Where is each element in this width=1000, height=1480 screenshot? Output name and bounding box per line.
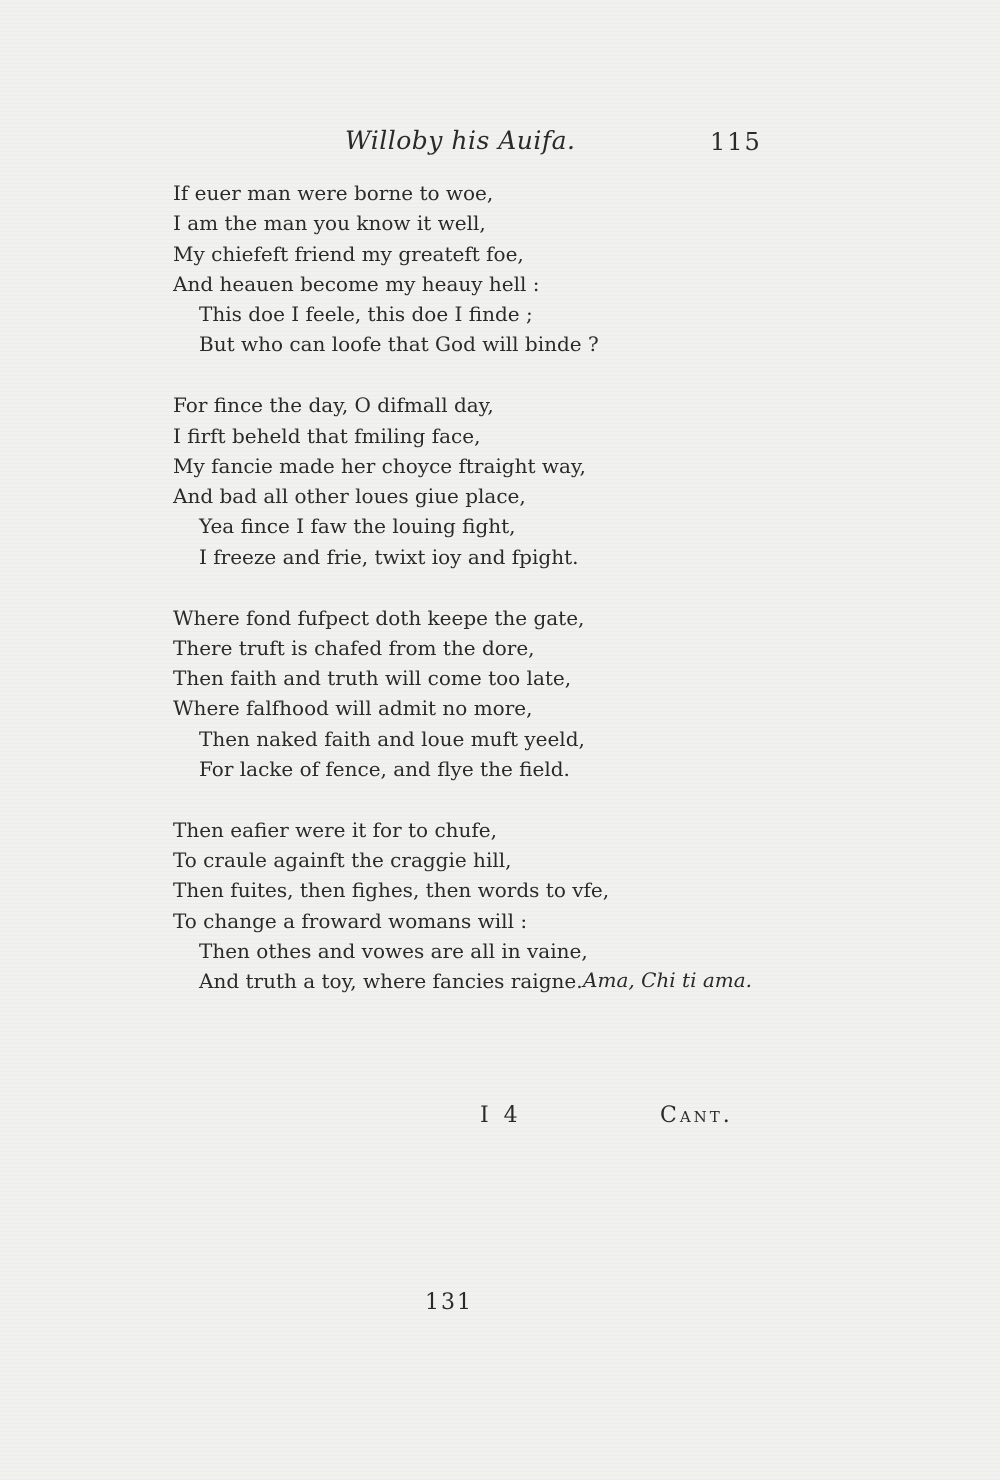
verse-line: Then eafier were it for to chufe,: [173, 817, 498, 842]
verse-line: Then othes and vowes are all in vaine,: [199, 939, 588, 964]
page-number: 115: [710, 128, 762, 156]
verse-line: I am the man you know it well,: [173, 211, 486, 236]
verse-line: To craule againft the craggie hill,: [173, 848, 512, 873]
motto: Ama, Chi ti ama.: [583, 968, 752, 992]
folio-number: 131: [425, 1290, 473, 1315]
verse-line: My fancie made her choyce ftraight way,: [173, 453, 586, 478]
verse-line: Yea fince I faw the louing fight,: [199, 514, 516, 539]
verse-line: But who can loofe that God will binde ?: [199, 332, 599, 357]
stanza: [173, 178, 773, 360]
verse-line: Where falfhood will admit no more,: [173, 696, 533, 721]
verse-line: My chiefeft friend my greateft foe,: [173, 241, 524, 266]
verse-line: I freeze and frie, twixt ioy and fpight.: [199, 544, 579, 569]
verse-line: For lacke of fence, and flye the field.: [199, 757, 570, 782]
verse-line: And bad all other loues giue place,: [173, 484, 526, 509]
verse-line: If euer man were borne to woe,: [173, 181, 494, 205]
stanza: [173, 390, 773, 572]
verse-line: Where fond fufpect doth keepe the gate,: [173, 605, 585, 630]
running-title: Willoby his Auifa.: [345, 126, 576, 155]
signature-mark: I 4: [480, 1103, 522, 1128]
verse-line: Then fuites, then fighes, then words to vfe,: [173, 878, 610, 903]
poem: [173, 178, 773, 1027]
verse-line: For fince the day, O difmall day,: [173, 393, 494, 418]
verse-line: Then naked faith and loue muft yeeld,: [199, 726, 585, 751]
verse-line: There truft is chafed from the dore,: [173, 635, 535, 660]
stanza: [173, 603, 773, 785]
catchword: Cant.: [660, 1103, 733, 1128]
verse-line: And heauen become my heauy hell :: [173, 271, 540, 296]
verse-line: And truth a toy, where fancies raigne.: [199, 969, 583, 994]
verse-line: To change a froward womans will :: [173, 908, 528, 933]
verse-line: This doe I feele, this doe I finde ;: [199, 302, 533, 327]
verse-line: Then faith and truth will come too late,: [173, 666, 572, 691]
verse-line: I firft beheld that fmiling face,: [173, 423, 481, 448]
